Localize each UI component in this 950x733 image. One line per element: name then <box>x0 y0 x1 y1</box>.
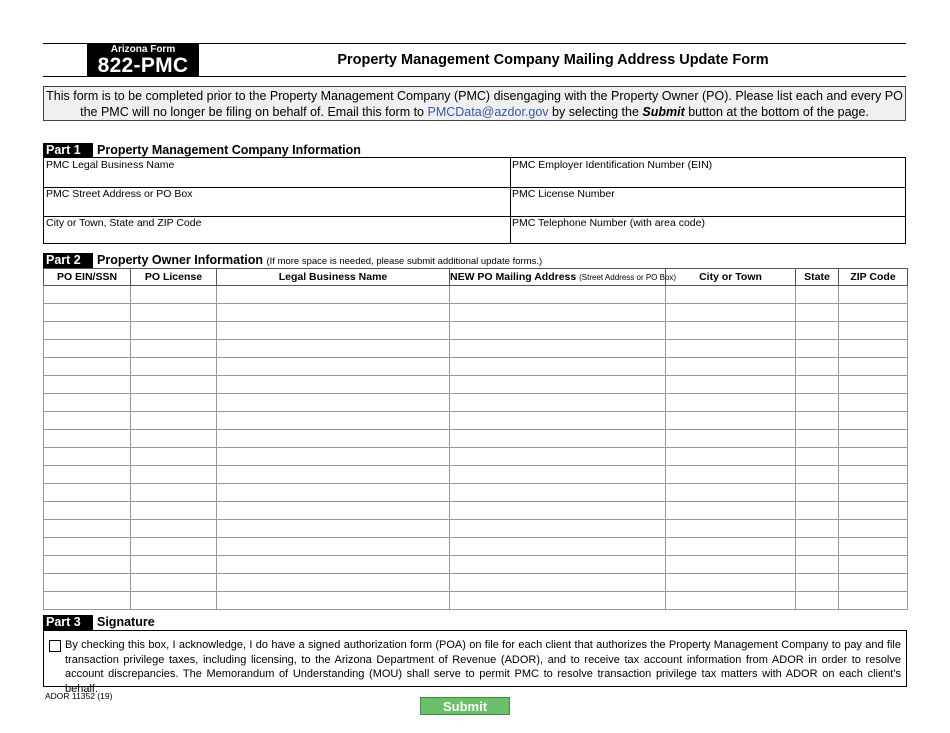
cell-state[interactable] <box>796 322 839 340</box>
instructions-text-1: This form is to be completed prior to the Property Management Company (PMC) disengaging with the Property Owner (PO). Please list each and every PO the PMC will no longer be filing on behalf of. Email this form to <box>46 89 903 119</box>
instructions-text-2: by selecting the <box>548 105 643 119</box>
header-rule-bottom <box>43 76 906 77</box>
cell-state[interactable] <box>796 304 839 322</box>
cell-mailing-address[interactable] <box>450 556 666 574</box>
pmc-street-field[interactable] <box>44 187 510 216</box>
cell-city[interactable] <box>666 592 796 610</box>
col-header-state: State <box>796 269 839 286</box>
cell-license[interactable] <box>131 592 217 610</box>
cell-zip[interactable] <box>839 592 908 610</box>
col-header-mailing-address-note: (Street Address or PO Box) <box>579 273 677 282</box>
part2-title: Property Owner Information <box>97 253 263 267</box>
part2-label: Part 2 <box>43 253 93 268</box>
cell-city[interactable] <box>666 394 796 412</box>
cell-ein-ssn[interactable] <box>44 556 131 574</box>
cell-city[interactable] <box>666 304 796 322</box>
cell-city[interactable] <box>666 430 796 448</box>
cell-legal-name[interactable] <box>217 322 450 340</box>
cell-legal-name[interactable] <box>217 466 450 484</box>
cell-mailing-address[interactable] <box>450 376 666 394</box>
cell-zip[interactable] <box>839 538 908 556</box>
cell-license[interactable] <box>131 448 217 466</box>
cell-license[interactable] <box>131 304 217 322</box>
form-badge-caption: Arizona Form <box>110 44 176 55</box>
cell-mailing-address[interactable] <box>450 592 666 610</box>
cell-city[interactable] <box>666 376 796 394</box>
cell-legal-name[interactable] <box>217 484 450 502</box>
cell-license[interactable] <box>131 538 217 556</box>
cell-mailing-address[interactable] <box>450 286 666 304</box>
table-row <box>44 430 908 448</box>
cell-license[interactable] <box>131 322 217 340</box>
cell-mailing-address[interactable] <box>450 466 666 484</box>
part1-label: Part 1 <box>43 143 93 158</box>
cell-license[interactable] <box>131 574 217 592</box>
cell-city[interactable] <box>666 322 796 340</box>
cell-legal-name[interactable] <box>217 448 450 466</box>
part3-title: Signature <box>97 615 155 629</box>
submit-button[interactable]: Submit <box>420 697 510 715</box>
instructions-text-3: button at the bottom of the page. <box>684 105 869 119</box>
part2-title-line <box>97 253 542 269</box>
table-row <box>44 340 908 358</box>
cell-state[interactable] <box>796 538 839 556</box>
cell-city[interactable] <box>666 358 796 376</box>
cell-city[interactable] <box>666 286 796 304</box>
col-header-zip: ZIP Code <box>839 269 908 286</box>
table-row <box>44 556 908 574</box>
email-link[interactable]: PMCData@azdor.gov <box>427 105 549 119</box>
cell-state[interactable] <box>796 448 839 466</box>
table-row <box>44 538 908 556</box>
acknowledge-checkbox[interactable] <box>49 640 61 652</box>
table-row <box>44 448 908 466</box>
cell-zip[interactable] <box>839 376 908 394</box>
table-row <box>44 574 908 592</box>
cell-mailing-address[interactable] <box>450 430 666 448</box>
cell-ein-ssn[interactable] <box>44 592 131 610</box>
pmc-phone-label: PMC Telephone Number (with area code) <box>512 217 705 229</box>
cell-zip[interactable] <box>839 340 908 358</box>
cell-state[interactable] <box>796 484 839 502</box>
cell-state[interactable] <box>796 358 839 376</box>
cell-license[interactable] <box>131 340 217 358</box>
table-row <box>44 592 908 610</box>
part3-label: Part 3 <box>43 615 93 630</box>
cell-zip[interactable] <box>839 358 908 376</box>
table-row <box>44 358 908 376</box>
cell-mailing-address[interactable] <box>450 538 666 556</box>
cell-license[interactable] <box>131 394 217 412</box>
cell-mailing-address[interactable] <box>450 574 666 592</box>
cell-ein-ssn[interactable] <box>44 502 131 520</box>
cell-mailing-address[interactable] <box>450 322 666 340</box>
cell-state[interactable] <box>796 592 839 610</box>
cell-legal-name[interactable] <box>217 502 450 520</box>
cell-city[interactable] <box>666 448 796 466</box>
cell-mailing-address[interactable] <box>450 340 666 358</box>
cell-ein-ssn[interactable] <box>44 412 131 430</box>
table-row <box>44 376 908 394</box>
cell-legal-name[interactable] <box>217 430 450 448</box>
cell-state[interactable] <box>796 556 839 574</box>
cell-mailing-address[interactable] <box>450 484 666 502</box>
col-header-legal-name: Legal Business Name <box>217 269 450 286</box>
pmc-ein-label: PMC Employer Identification Number (EIN) <box>512 159 713 171</box>
cell-city[interactable] <box>666 520 796 538</box>
cell-ein-ssn[interactable] <box>44 322 131 340</box>
acknowledgement-text: By checking this box, I acknowledge, I do have a signed authorization form (POA) on file for each client that authorizes the Property Management Company to pay and file transaction privilege taxes, including licensing, to the Arizona Department of Revenue (ADOR), and to receive tax account information from ADOR in order to resolve account discrepancies. The Memorandum of Understanding (MOU) shall serve to permit PMC to resolve transaction privilege tax matters with ADOR on each client’s behalf. <box>65 639 901 695</box>
cell-zip[interactable] <box>839 484 908 502</box>
signature-box <box>43 630 907 695</box>
cell-ein-ssn[interactable] <box>44 538 131 556</box>
cell-zip[interactable] <box>839 466 908 484</box>
cell-legal-name[interactable] <box>217 376 450 394</box>
cell-license[interactable] <box>131 502 217 520</box>
cell-city[interactable] <box>666 466 796 484</box>
cell-state[interactable] <box>796 340 839 358</box>
cell-state[interactable] <box>796 412 839 430</box>
cell-mailing-address[interactable] <box>450 358 666 376</box>
cell-zip[interactable] <box>839 448 908 466</box>
cell-city[interactable] <box>666 502 796 520</box>
cell-legal-name[interactable] <box>217 556 450 574</box>
cell-ein-ssn[interactable] <box>44 430 131 448</box>
form-code: ADOR 11352 (19) <box>45 691 113 701</box>
table-row <box>44 484 908 502</box>
col-header-mailing-address <box>450 269 677 286</box>
table-row <box>44 412 908 430</box>
cell-license[interactable] <box>131 520 217 538</box>
cell-zip[interactable] <box>839 574 908 592</box>
part1-title: Property Management Company Information <box>97 143 361 157</box>
cell-city[interactable] <box>666 412 796 430</box>
cell-state[interactable] <box>796 520 839 538</box>
col-header-city: City or Town <box>666 269 796 286</box>
cell-legal-name[interactable] <box>217 394 450 412</box>
cell-zip[interactable] <box>839 304 908 322</box>
cell-ein-ssn[interactable] <box>44 466 131 484</box>
pmc-city-state-zip-label: City or Town, State and ZIP Code <box>46 217 202 229</box>
cell-license[interactable] <box>131 286 217 304</box>
form-title: Property Management Company Mailing Address Update Form <box>337 52 769 68</box>
cell-legal-name[interactable] <box>217 358 450 376</box>
cell-state[interactable] <box>796 286 839 304</box>
col-header-ein-ssn: PO EIN/SSN <box>44 269 131 286</box>
cell-city[interactable] <box>666 484 796 502</box>
cell-city[interactable] <box>666 574 796 592</box>
instructions-submit-word: Submit <box>642 105 685 119</box>
cell-state[interactable] <box>796 466 839 484</box>
cell-legal-name[interactable] <box>217 592 450 610</box>
pmc-street-label: PMC Street Address or PO Box <box>46 188 193 200</box>
table-row <box>44 394 908 412</box>
cell-zip[interactable] <box>839 394 908 412</box>
cell-legal-name[interactable] <box>217 304 450 322</box>
cell-mailing-address[interactable] <box>450 520 666 538</box>
cell-zip[interactable] <box>839 322 908 340</box>
cell-zip[interactable] <box>839 430 908 448</box>
cell-legal-name[interactable] <box>217 574 450 592</box>
form-badge-number: 822-PMC <box>97 54 189 77</box>
table-row <box>44 286 908 304</box>
pmc-legal-name-field[interactable] <box>44 158 510 187</box>
cell-zip[interactable] <box>839 412 908 430</box>
cell-ein-ssn[interactable] <box>44 484 131 502</box>
instructions-box <box>43 86 906 121</box>
cell-license[interactable] <box>131 484 217 502</box>
table-row <box>44 322 908 340</box>
cell-legal-name[interactable] <box>217 340 450 358</box>
cell-legal-name[interactable] <box>217 412 450 430</box>
table-row <box>44 502 908 520</box>
table-header-row <box>44 269 908 286</box>
pmc-ein-field[interactable] <box>510 158 905 187</box>
cell-city[interactable] <box>666 556 796 574</box>
cell-zip[interactable] <box>839 520 908 538</box>
cell-ein-ssn[interactable] <box>44 394 131 412</box>
table-body <box>44 286 908 610</box>
cell-state[interactable] <box>796 394 839 412</box>
table-row <box>44 304 908 322</box>
cell-ein-ssn[interactable] <box>44 304 131 322</box>
cell-state[interactable] <box>796 502 839 520</box>
cell-ein-ssn[interactable] <box>44 340 131 358</box>
cell-state[interactable] <box>796 430 839 448</box>
part1-fields <box>43 157 906 244</box>
cell-zip[interactable] <box>839 502 908 520</box>
cell-ein-ssn[interactable] <box>44 520 131 538</box>
cell-zip[interactable] <box>839 556 908 574</box>
part2-note: (If more space is needed, please submit additional update forms.) <box>266 256 543 267</box>
cell-legal-name[interactable] <box>217 538 450 556</box>
cell-ein-ssn[interactable] <box>44 574 131 592</box>
cell-mailing-address[interactable] <box>450 304 666 322</box>
cell-mailing-address[interactable] <box>450 448 666 466</box>
pmc-phone-field[interactable] <box>510 216 905 244</box>
pmc-city-state-zip-field[interactable] <box>44 216 510 244</box>
pmc-license-label: PMC License Number <box>512 188 615 200</box>
cell-mailing-address[interactable] <box>450 394 666 412</box>
cell-license[interactable] <box>131 412 217 430</box>
cell-ein-ssn[interactable] <box>44 448 131 466</box>
pmc-license-field[interactable] <box>510 187 905 216</box>
pmc-legal-name-label: PMC Legal Business Name <box>46 159 175 171</box>
cell-ein-ssn[interactable] <box>44 376 131 394</box>
cell-mailing-address[interactable] <box>450 412 666 430</box>
cell-ein-ssn[interactable] <box>44 286 131 304</box>
table-row <box>44 520 908 538</box>
cell-ein-ssn[interactable] <box>44 358 131 376</box>
cell-license[interactable] <box>131 430 217 448</box>
cell-zip[interactable] <box>839 286 908 304</box>
cell-city[interactable] <box>666 538 796 556</box>
cell-legal-name[interactable] <box>217 286 450 304</box>
cell-legal-name[interactable] <box>217 520 450 538</box>
property-owner-table <box>43 268 908 610</box>
col-header-license: PO License <box>131 269 217 286</box>
cell-state[interactable] <box>796 574 839 592</box>
cell-city[interactable] <box>666 340 796 358</box>
col-header-mailing-address-text: NEW PO Mailing Address <box>450 271 577 283</box>
cell-state[interactable] <box>796 376 839 394</box>
cell-license[interactable] <box>131 358 217 376</box>
cell-license[interactable] <box>131 556 217 574</box>
table-row <box>44 466 908 484</box>
form-number-badge <box>87 43 199 77</box>
cell-license[interactable] <box>131 466 217 484</box>
cell-license[interactable] <box>131 376 217 394</box>
cell-mailing-address[interactable] <box>450 502 666 520</box>
